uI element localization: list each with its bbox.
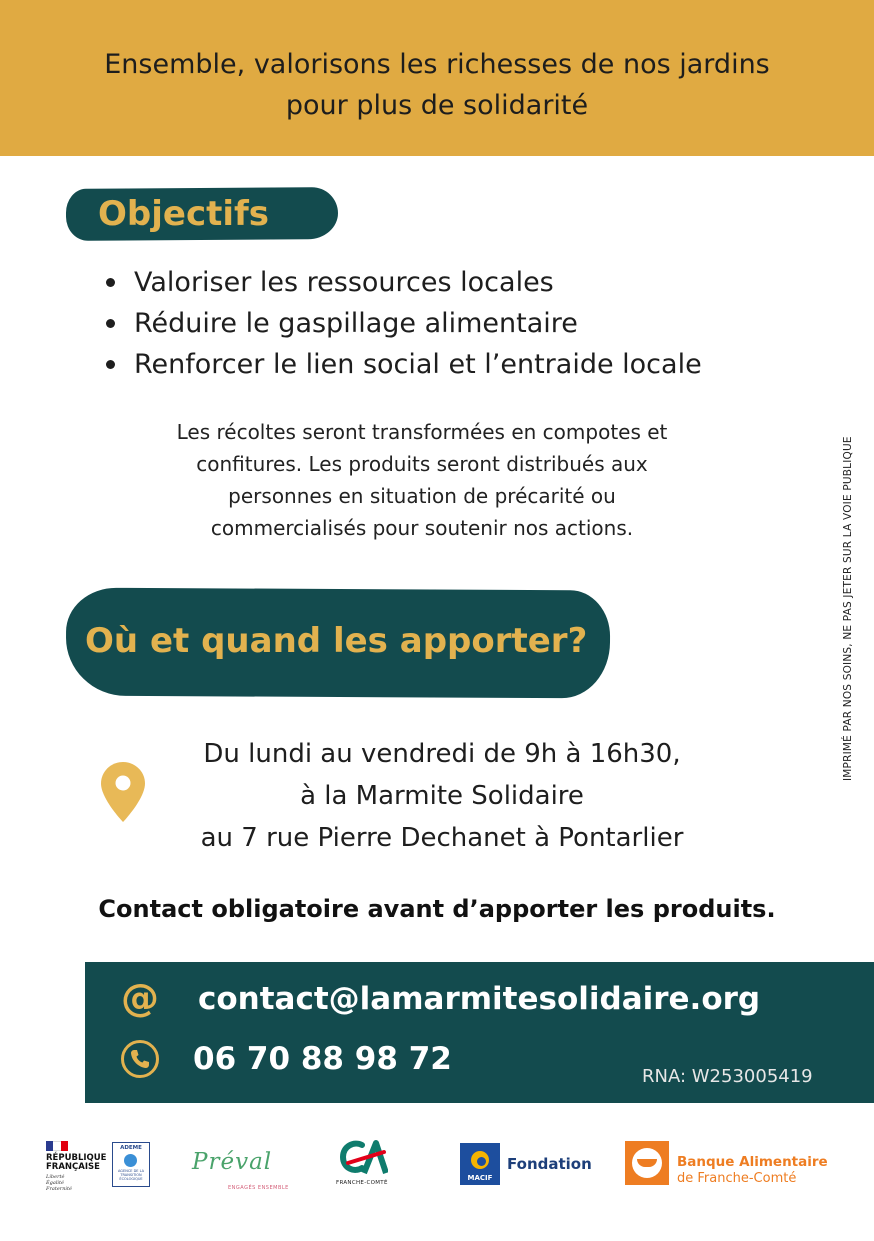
preval-logo: Préval ENGAGÉS ENSEMBLE [192, 1149, 289, 1191]
contact-required-note: Contact obligatoire avant d’apporter les produits. [98, 895, 776, 923]
republique-motto: Liberté Égalité Fraternité [46, 1174, 72, 1192]
ademe-logo: ADEME AGENCE DE LA TRANSITION ÉCOLOGIQUE [112, 1142, 150, 1187]
description-line: personnes en situation de précarité ou [228, 484, 616, 508]
list-item: Réduire le gaspillage alimentaire [104, 303, 702, 344]
where-details [150, 733, 734, 859]
banner-headline [0, 44, 874, 126]
french-flag-icon [46, 1141, 68, 1151]
rna-number: RNA: W253005419 [642, 1066, 813, 1087]
description-line: confitures. Les produits seront distribués aux [196, 452, 648, 476]
phone-icon [120, 1039, 160, 1079]
location-pin-icon [101, 762, 145, 822]
description-paragraph [112, 416, 732, 544]
objectifs-title: Objectifs [98, 194, 270, 234]
where-title: Où et quand les apporter? [85, 621, 588, 661]
where-line: au 7 rue Pierre Dechanet à Pontarlier [200, 823, 684, 853]
banner-line-1: Ensemble, valorisons les richesses de nos jardins [104, 49, 770, 80]
list-item: Valoriser les ressources locales [104, 262, 702, 303]
list-item: Renforcer le lien social et l’entraide locale [104, 344, 702, 385]
banque-alimentaire-logo: Banque Alimentaire de Franche-Comté [625, 1141, 835, 1187]
fondation-macif-logo: MACIF Fondation [460, 1143, 594, 1185]
ademe-subtitle: AGENCE DE LA TRANSITION ÉCOLOGIQUE [117, 1169, 145, 1181]
svg-text:@: @ [121, 979, 159, 1019]
credit-agricole-logo: FRANCHE-COMTÉ [334, 1139, 398, 1189]
credit-agricole-mark-icon [340, 1139, 388, 1177]
description-line: Les récoltes seront transformées en compotes et [176, 420, 668, 444]
description-line: commercialisés pour soutenir nos actions. [210, 516, 634, 540]
email-link[interactable]: contact@lamarmitesolidaire.org [198, 981, 761, 1017]
banner-line-2: pour plus de solidarité [285, 90, 589, 121]
globe-icon [124, 1154, 137, 1167]
where-line: Du lundi au vendredi de 9h à 16h30, [203, 739, 681, 769]
republique-name: RÉPUBLIQUE FRANÇAISE [46, 1153, 107, 1172]
phone-link[interactable]: 06 70 88 98 72 [193, 1041, 452, 1077]
objectifs-list [104, 262, 702, 385]
print-notice: IMPRIMÉ PAR NOS SOINS, NE PAS JETER SUR LA VOIE PUBLIQUE [842, 436, 854, 781]
republique-francaise-logo [46, 1141, 106, 1191]
where-line: à la Marmite Solidaire [300, 781, 584, 811]
at-icon [120, 979, 160, 1019]
